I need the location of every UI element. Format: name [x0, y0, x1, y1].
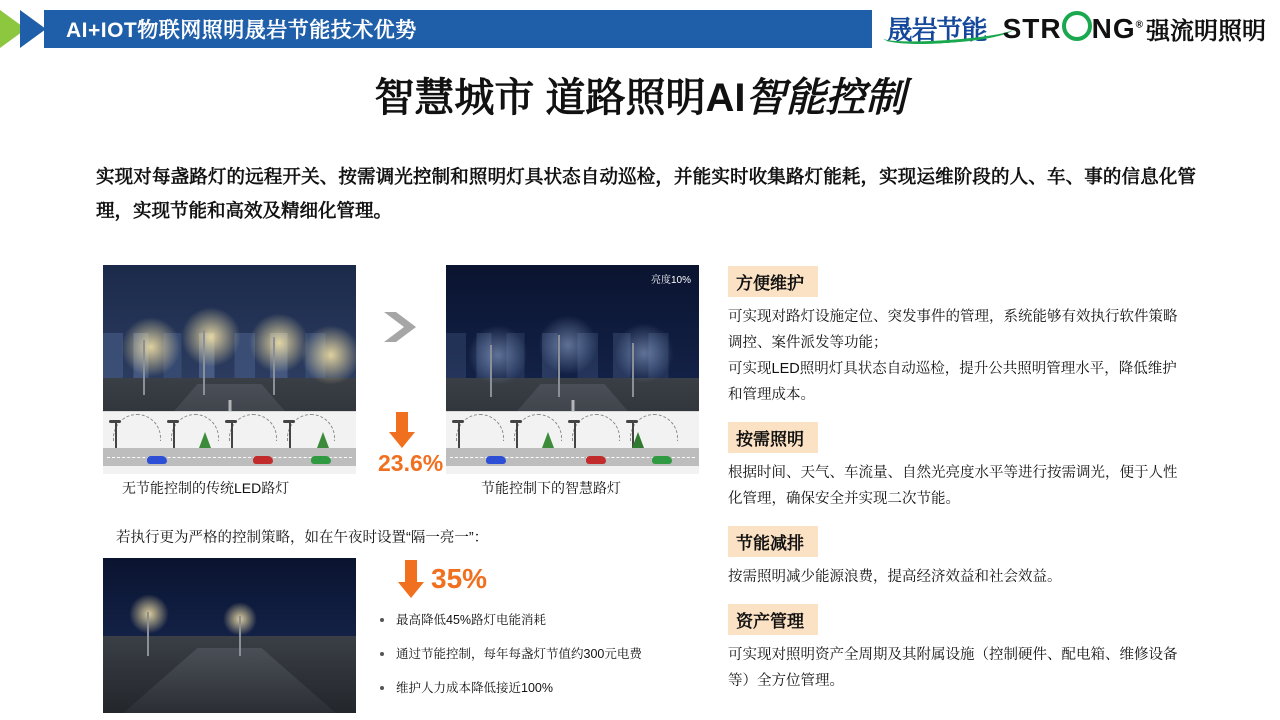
photo-midnight-street — [103, 558, 356, 713]
photo-b-pole-3 — [632, 343, 634, 397]
benefit-heading: 方便维护 — [728, 266, 818, 297]
logo-chinese-text: 晟岩节能 — [886, 14, 987, 45]
logo-strong-tail: NG — [1091, 13, 1136, 44]
strip-b-car-1 — [486, 456, 506, 464]
savings-arrow-2-icon — [398, 560, 424, 598]
caption-traditional: 无节能控制的传统LED路灯 — [122, 480, 290, 496]
strip-b-arc-1 — [456, 414, 504, 441]
photo-b-pole-1 — [490, 345, 492, 397]
photo-b-lamp-glow-3 — [614, 323, 674, 383]
benefit-body — [728, 460, 1188, 512]
strip-a-lamp-1 — [115, 422, 117, 448]
page-title-normal: 智慧城市 道路照明AI — [374, 76, 746, 120]
header-chevron-blue-icon — [20, 10, 46, 48]
strip-b-car-3 — [652, 456, 672, 464]
photo-a-lamp-glow-2 — [181, 307, 241, 367]
logo-strong-head: STR — [1002, 13, 1062, 44]
slide-header — [0, 0, 1280, 56]
photo-a-lamp-glow-3 — [249, 313, 309, 373]
benefit-paragraph: 可实现对照明资产全周期及其附属设施（控制硬件、配电箱、维修设备等）全方位管理。 — [728, 647, 1178, 689]
benefit-block-asset-management — [728, 604, 1188, 694]
logo-chinese-name — [887, 10, 987, 47]
logo-strong-wordmark — [1003, 11, 1144, 45]
comparison-arrow-icon — [382, 310, 424, 344]
strip-a-arc-1 — [113, 414, 161, 441]
photo-b-pole-2 — [558, 335, 560, 397]
diagram-strip-traditional — [103, 411, 356, 474]
benefit-paragraph: 可实现对路灯设施定位、突发事件的管理，系统能够有效执行软件策略调控、案件派发等功能； — [728, 309, 1178, 351]
strip-a-arc-3 — [229, 414, 277, 441]
diagram-strip-smart — [446, 411, 699, 474]
photo-a-pole-2 — [203, 330, 205, 395]
benefit-heading: 节能减排 — [728, 526, 818, 557]
benefit-paragraph: 根据时间、天气、车流量、自然光亮度水平等进行按需调光，便于人性化管理，确保安全并实现二次节能。 — [728, 465, 1178, 507]
strip-a-car-2 — [253, 456, 273, 464]
strip-a-tree-2 — [317, 432, 329, 448]
logo-chinese-subname: 强流明照明 — [1146, 17, 1266, 45]
strip-a-lamp-4 — [289, 422, 291, 448]
strip-b-tree-1 — [542, 432, 554, 448]
benefit-block-maintenance — [728, 266, 1188, 408]
savings-arrow-1-icon — [389, 412, 415, 448]
strip-a-arc-2 — [171, 414, 219, 441]
benefit-heading: 按需照明 — [728, 422, 818, 453]
benefit-block-energy-saving — [728, 526, 1188, 590]
logo-o-ring-icon — [1062, 11, 1092, 41]
benefit-heading: 资产管理 — [728, 604, 818, 635]
strip-b-lamp-2 — [516, 422, 518, 448]
photo-a-lamp-glow-4 — [301, 325, 356, 385]
photo-a-lamp-glow-1 — [121, 317, 181, 377]
savings-percent-1: 23.6% — [378, 450, 444, 476]
strip-b-lamp-3 — [574, 422, 576, 448]
header-title: AI+IOT物联网照明晟岩节能技术优势 — [66, 19, 417, 42]
benefit-block-on-demand — [728, 422, 1188, 512]
company-logo — [872, 4, 1272, 52]
photo-c-lamp-glow-1 — [129, 594, 169, 634]
strip-b-car-2 — [586, 456, 606, 464]
benefit-paragraph: 可实现LED照明灯具状态自动巡检，提升公共照明管理水平，降低维护和管理成本。 — [728, 361, 1177, 403]
strip-b-arc-2 — [514, 414, 562, 441]
benefit-body — [728, 304, 1188, 408]
strip-b-lamp-1 — [458, 422, 460, 448]
strip-b-tree-2 — [632, 432, 644, 448]
strip-a-lamp-3 — [231, 422, 233, 448]
strip-a-car-3 — [311, 456, 331, 464]
strategy-note: 若执行更为严格的控制策略，如在午夜时设置“隔一亮一”： — [116, 530, 489, 546]
list-item: 通过节能控制，每年每盏灯节值约300元电费 — [378, 646, 708, 662]
strip-a-tree-1 — [199, 432, 211, 448]
photo-c-pole-1 — [147, 612, 149, 656]
strip-a-car-1 — [147, 456, 167, 464]
photo-b-lamp-glow-2 — [538, 315, 598, 375]
page-title-italic: 智能控制 — [745, 76, 906, 120]
strip-b-arc-3 — [572, 414, 620, 441]
page-title — [0, 66, 1280, 123]
photo-a-pole-3 — [273, 337, 275, 395]
photo-b-brightness-tag: 亮度10% — [650, 275, 691, 286]
caption-smart: 节能控制下的智慧路灯 — [481, 480, 621, 496]
savings-bullet-list — [378, 612, 708, 714]
benefit-paragraph: 按需照明减少能源浪费，提高经济效益和社会效益。 — [728, 569, 1062, 585]
benefits-column — [728, 266, 1188, 708]
strip-a-lamp-2 — [173, 422, 175, 448]
benefit-body — [728, 564, 1188, 590]
photo-c-pole-2 — [239, 616, 241, 656]
intro-paragraph: 实现对每盏路灯的远程开关、按需调光控制和照明灯具状态自动巡检，并能实时收集路灯能耗，实现运维阶段的人、车、事的信息化管理，实现节能和高效及精细化管理。 — [96, 166, 1196, 221]
list-item: 维护人力成本降低接近100% — [378, 680, 708, 696]
benefit-body — [728, 642, 1188, 694]
logo-registered-mark: ® — [1135, 19, 1144, 31]
savings-percent-2: 35% — [431, 563, 488, 594]
list-item: 最高降低45%路灯电能消耗 — [378, 612, 708, 628]
photo-b-lamp-glow-1 — [468, 325, 528, 385]
photo-a-pole-1 — [143, 340, 145, 395]
